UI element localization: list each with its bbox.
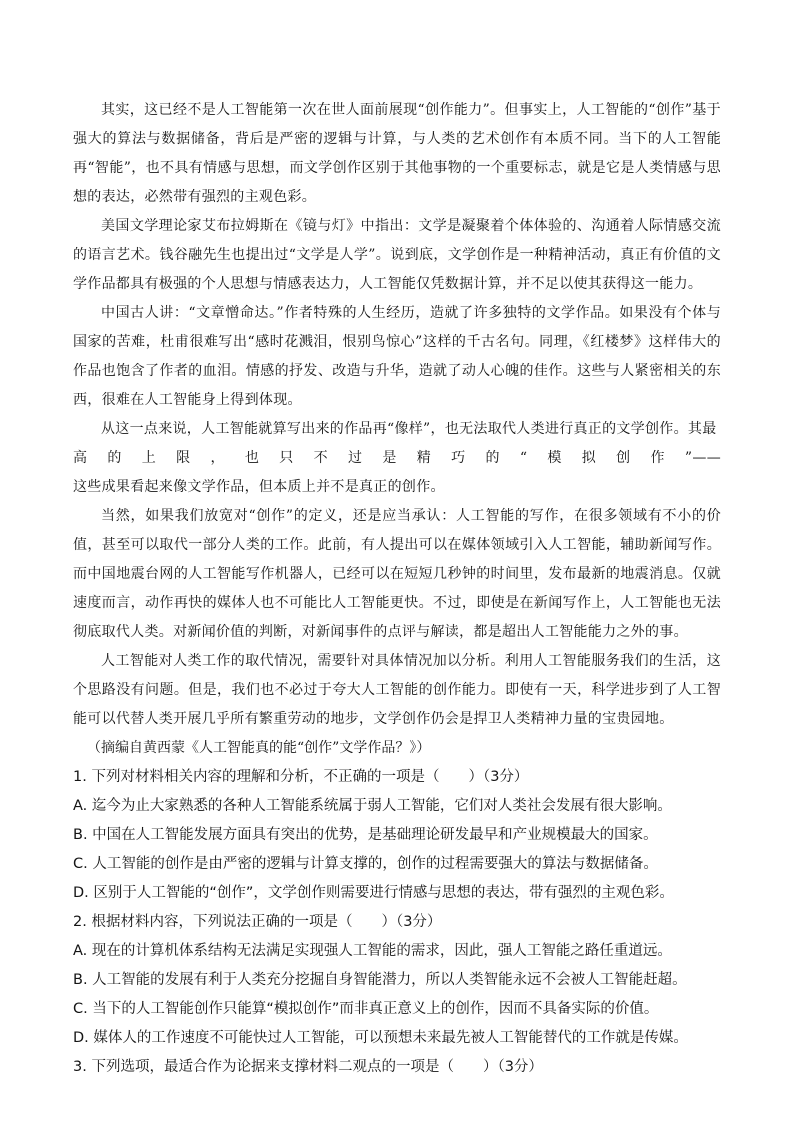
- question-1-stem: 1. 下列对材料相关内容的理解和分析，不正确的一项是（ ）（3分）: [73, 769, 529, 785]
- passage-paragraph-4-line-2: 高的上限，也只不过是精巧的“模拟创作”——: [73, 450, 721, 466]
- question-2-option-a: A. 现在的计算机体系结构无法满足实现强人工智能的需求，因此，强人工智能之路任重道远。: [73, 943, 672, 959]
- passage-paragraph-4-line-1: 从这一点来说，人工智能就算写出来的作品再“像样”，也无法取代人类进行真正的文学创作。其最: [101, 421, 717, 437]
- passage-paragraph-4-line-3: 这些成果看起来像文学作品，但本质上并不是真正的创作。: [73, 479, 445, 495]
- question-2-stem: 2. 根据材料内容，下列说法正确的一项是（ ）（3分）: [73, 914, 442, 930]
- document-body: [73, 96, 721, 1082]
- question-2-option-b: B. 人工智能的发展有利于人类充分挖掘自身智能潜力，所以人类智能永远不会被人工智能赶超。: [73, 972, 687, 988]
- passage-paragraph-2: 美国文学理论家艾布拉姆斯在《镜与灯》中指出：文学是凝聚着个体体验的、沟通着人际情感交流的语言艺术。钱谷融先生也提出过“文学是人学”。说到底，文学创作是一种精神活动，真正有价值的文学作品都具有极强的个人思想与情感表达力，人工智能仅凭数据计算，并不足以使其获得这一能力。: [73, 218, 721, 292]
- question-1-option-b: B. 中国在人工智能发展方面具有突出的优势，是基础理论研发最早和产业规模最大的国家。: [73, 827, 658, 843]
- question-2-option-c: C. 当下的人工智能创作只能算“模拟创作”而非真正意义上的创作，因而不具备实际的价值。: [73, 1001, 659, 1017]
- passage-source: （摘编自黄西蒙《人工智能真的能“创作”文学作品？》）: [87, 740, 431, 756]
- passage-paragraph-5: 当然，如果我们放宽对“创作”的定义，还是应当承认：人工智能的写作，在很多领域有不小的价值，甚至可以取代一部分人类的工作。此前，有人提出可以在媒体领域引入人工智能，辅助新闻写作。而中国地震台网的人工智能写作机器人，已经可以在短短几秒钟的时间里，发布最新的地震消息。仅就速度而言，动作再快的媒体人也不可能比人工智能更快。不过，即使是在新闻写作上，人工智能也无法彻底取代人类。对新闻价值的判断，对新闻事件的点评与解读，都是超出人工智能能力之外的事。: [73, 508, 721, 640]
- question-3-stem: 3. 下列选项，最适合作为论据来支撑材料二观点的一项是（ ）（3分）: [73, 1059, 543, 1075]
- question-1-option-d: D. 区别于人工智能的“创作”，文学创作则需要进行情感与思想的表达，带有强烈的主观色彩。: [73, 885, 674, 901]
- question-2-option-d: D. 媒体人的工作速度不可能快过人工智能，可以预想未来最先被人工智能替代的工作就是传媒。: [73, 1030, 688, 1046]
- question-1-option-a: A. 迄今为止大家熟悉的各种人工智能系统属于弱人工智能，它们对人类社会发展有很大影响。: [73, 798, 672, 814]
- passage-paragraph-6: 人工智能对人类工作的取代情况，需要针对具体情况加以分析。利用人工智能服务我们的生活，这个思路没有问题。但是，我们也不必过于夸大人工智能的创作能力。即使有一天，科学进步到了人工智能可以代替人类开展几乎所有繁重劳动的地步，文学创作仍会是捍卫人类精神力量的宝贵园地。: [73, 653, 721, 727]
- passage-paragraph-1: 其实，这已经不是人工智能第一次在世人面前展现“创作能力”。但事实上，人工智能的“创作”基于强大的算法与数据储备，背后是严密的逻辑与计算，与人类的艺术创作有本质不同。当下的人工智能再“智能”，也不具有情感与思想，而文学创作区别于其他事物的一个重要标志，就是它是人类情感与思想的表达，必然带有强烈的主观色彩。: [73, 102, 721, 205]
- passage-paragraph-3: 中国古人讲：“文章憎命达。”作者特殊的人生经历，造就了许多独特的文学作品。如果没有个体与国家的苦难，杜甫很难写出“感时花溅泪，恨别鸟惊心”这样的千古名句。同理，《红楼梦》这样伟大的作品也饱含了作者的血泪。情感的抒发、改造与升华，造就了动人心魄的佳作。这些与人紧密相关的东西，很难在人工智能身上得到体现。: [73, 305, 721, 408]
- question-1-option-c: C. 人工智能的创作是由严密的逻辑与计算支撑的，创作的过程需要强大的算法与数据储备。: [73, 856, 658, 872]
